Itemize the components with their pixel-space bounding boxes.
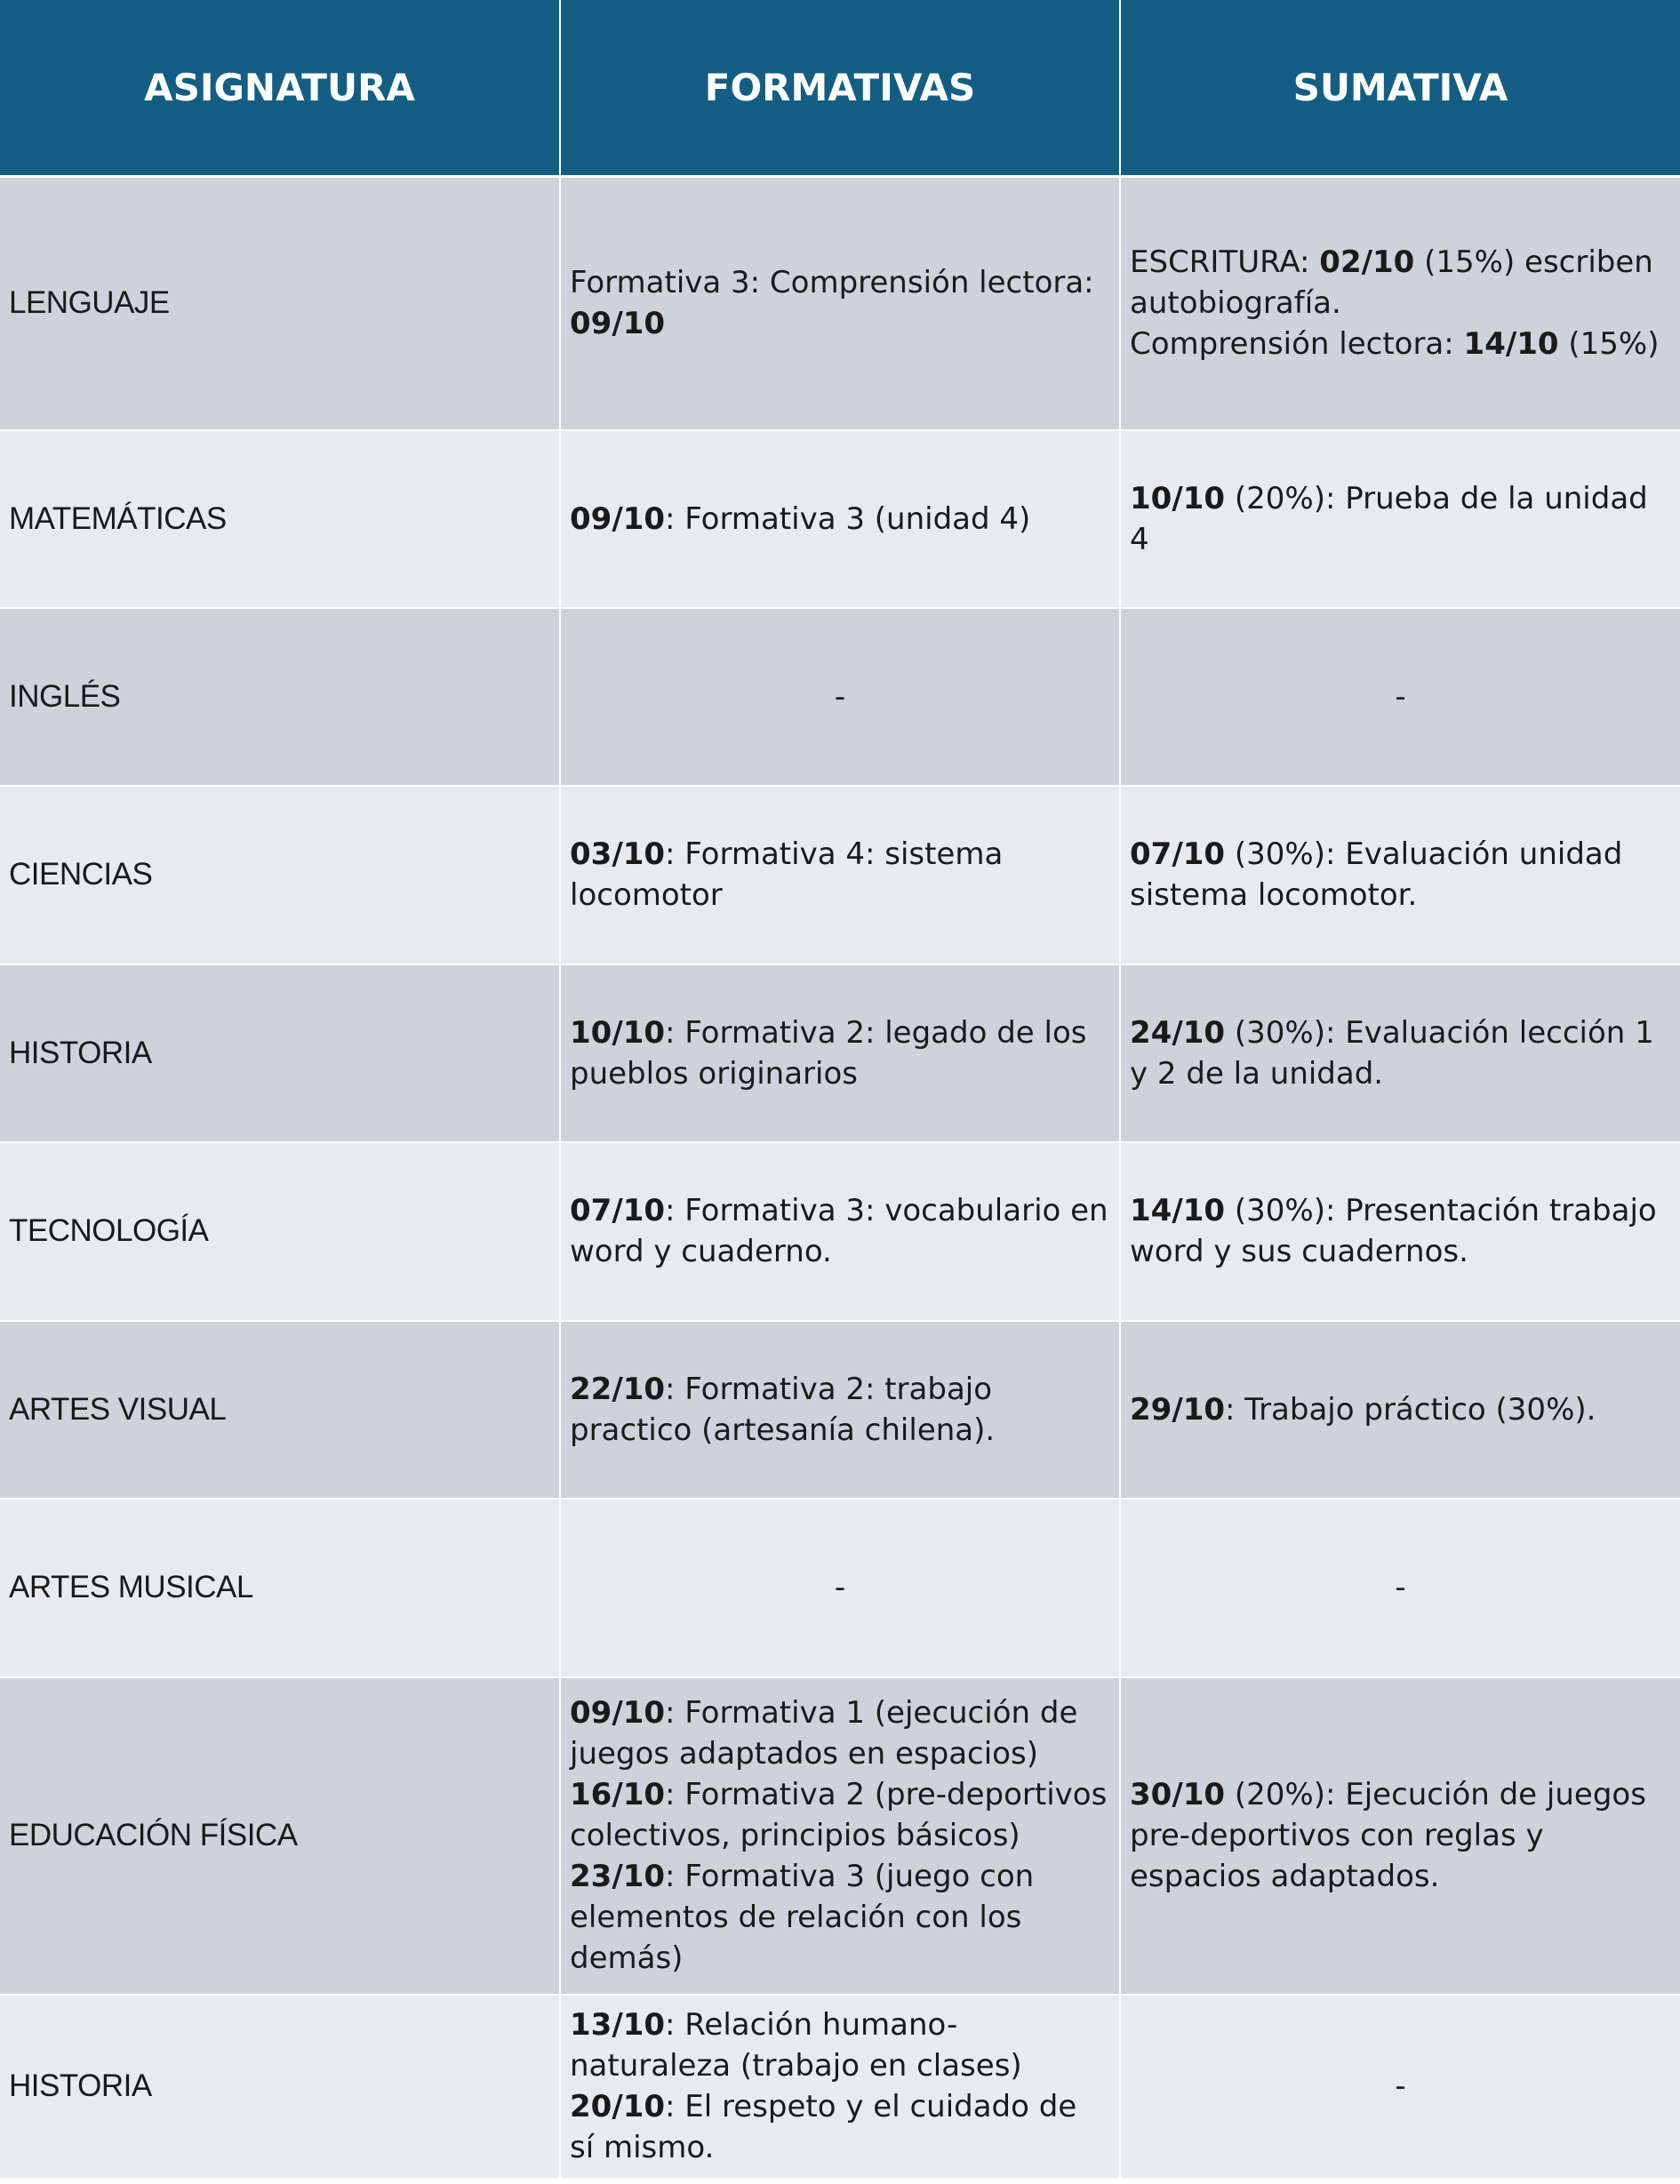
sumativa-cell: - [1120, 608, 1680, 786]
sumativa-cell [1120, 1142, 1680, 1321]
sumativa-text: Comprensión lectora: [1130, 326, 1464, 363]
table-row [0, 964, 1680, 1142]
header-formativas: FORMATIVAS [560, 0, 1120, 177]
subject-cell: EDUCACIÓN FÍSICA [0, 1677, 560, 1995]
formativa-item [570, 2004, 1110, 2086]
sumativa-text: : Trabajo práctico (30%). [1225, 1391, 1596, 1428]
subject-cell: ARTES VISUAL [0, 1321, 560, 1499]
sumativa-date: 30/10 [1130, 1777, 1226, 1812]
formativa-text: : Formativa 3 (unidad 4) [665, 500, 1031, 537]
formativa-date: 13/10 [570, 2007, 666, 2043]
table-row [0, 1499, 1680, 1677]
table-row [0, 430, 1680, 608]
formativa-cell [560, 1321, 1120, 1499]
formativa-date: 09/10 [570, 306, 666, 342]
formativa-item [570, 2086, 1110, 2168]
sumativa-text: (15%) escriben autobiografía. [1130, 244, 1653, 322]
header-row [0, 0, 1680, 177]
table-row [0, 177, 1680, 430]
table-row [0, 1142, 1680, 1321]
sumativa-cell [1120, 964, 1680, 1142]
formativa-text: : Formativa 1 (ejecución de juegos adaptados en espacios) [570, 1695, 1078, 1772]
sumativa-date: 14/10 [1130, 1193, 1226, 1228]
formativa-cell [560, 430, 1120, 608]
formativa-date: 20/10 [570, 2089, 666, 2124]
formativa-text: : Formativa 3: vocabulario en word y cuaderno. [570, 1193, 1108, 1269]
sumativa-cell [1120, 1677, 1680, 1995]
sumativa-cell [1120, 177, 1680, 430]
formativa-cell [560, 1142, 1120, 1321]
formativa-date: 07/10 [570, 1193, 666, 1228]
sumativa-text: (30%): Evaluación unidad sistema locomotor. [1130, 836, 1623, 913]
subject-cell: TECNOLOGÍA [0, 1142, 560, 1321]
subject-cell: ARTES MUSICAL [0, 1499, 560, 1677]
sumativa-text: (15%) [1558, 326, 1660, 363]
subject-cell: MATEMÁTICAS [0, 430, 560, 608]
table-row [0, 1677, 1680, 1995]
formativa-date: 23/10 [570, 1859, 666, 1894]
header-asignatura: ASIGNATURA [0, 0, 560, 177]
sumativa-cell: - [1120, 1499, 1680, 1677]
sumativa-cell [1120, 786, 1680, 964]
table-row [0, 608, 1680, 786]
sumativa-date: 02/10 [1319, 244, 1415, 281]
sumativa-date: 07/10 [1130, 836, 1226, 872]
formativa-text: : Formativa 2: legado de los pueblos originarios [570, 1014, 1087, 1092]
formativa-text: : Relación humano- naturaleza (trabajo en clases) [570, 2007, 1022, 2084]
formativa-text: : El respeto y el cuidado de sí mismo. [570, 2089, 1077, 2165]
sumativa-date: 29/10 [1130, 1391, 1226, 1428]
formativa-date: 10/10 [570, 1014, 666, 1051]
formativa-date: 09/10 [570, 1695, 666, 1731]
subject-cell: HISTORIA [0, 964, 560, 1142]
formativa-cell: - [560, 608, 1120, 786]
formativa-cell: - [560, 1499, 1120, 1677]
sumativa-date: 24/10 [1130, 1014, 1226, 1051]
header-sumativa: SUMATIVA [1120, 0, 1680, 177]
sumativa-cell: - [1120, 1995, 1680, 2179]
formativa-item [570, 1856, 1110, 1979]
subject-cell: CIENCIAS [0, 786, 560, 964]
formativa-item [570, 1692, 1110, 1774]
formativa-date: 16/10 [570, 1777, 666, 1812]
sumativa-text: (20%): Ejecución de juegos pre-deportivos con reglas y espacios adaptados. [1130, 1777, 1646, 1894]
subject-cell: INGLÉS [0, 608, 560, 786]
subject-cell: LENGUAJE [0, 177, 560, 430]
formativa-date: 09/10 [570, 500, 666, 537]
table-row [0, 786, 1680, 964]
formativa-item [570, 1774, 1110, 1856]
sumativa-text: (20%): Prueba de la unidad 4 [1130, 480, 1648, 557]
table-row [0, 1995, 1680, 2179]
subject-cell: HISTORIA [0, 1995, 560, 2179]
sumativa-text: ESCRITURA: [1130, 244, 1320, 281]
sumativa-date: 10/10 [1130, 480, 1226, 516]
sumativa-text: (30%): Evaluación lección 1 y 2 de la unidad. [1130, 1014, 1654, 1092]
formativa-cell [560, 786, 1120, 964]
formativa-text: : Formativa 4: sistema locomotor [570, 836, 1004, 913]
formativa-text: : Formativa 2: trabajo practico (artesanía chilena). [570, 1371, 996, 1448]
formativa-text: : Formativa 3 (juego con elementos de relación con los demás) [570, 1859, 1035, 1976]
sumativa-date: 14/10 [1463, 326, 1559, 363]
formativa-date: 22/10 [570, 1371, 666, 1407]
sumativa-text: (30%): Presentación trabajo word y sus cuadernos. [1130, 1193, 1657, 1269]
formativa-cell [560, 177, 1120, 430]
formativa-cell [560, 1995, 1120, 2179]
table-row [0, 1321, 1680, 1499]
formativa-text: Formativa 3: Comprensión lectora: [570, 265, 1094, 301]
formativa-cell [560, 1677, 1120, 1995]
formativa-text: : Formativa 2 (pre-deportivos colectivos, principios básicos) [570, 1777, 1108, 1853]
sumativa-cell [1120, 1321, 1680, 1499]
sumativa-cell [1120, 430, 1680, 608]
formativa-cell [560, 964, 1120, 1142]
formativa-date: 03/10 [570, 836, 666, 872]
